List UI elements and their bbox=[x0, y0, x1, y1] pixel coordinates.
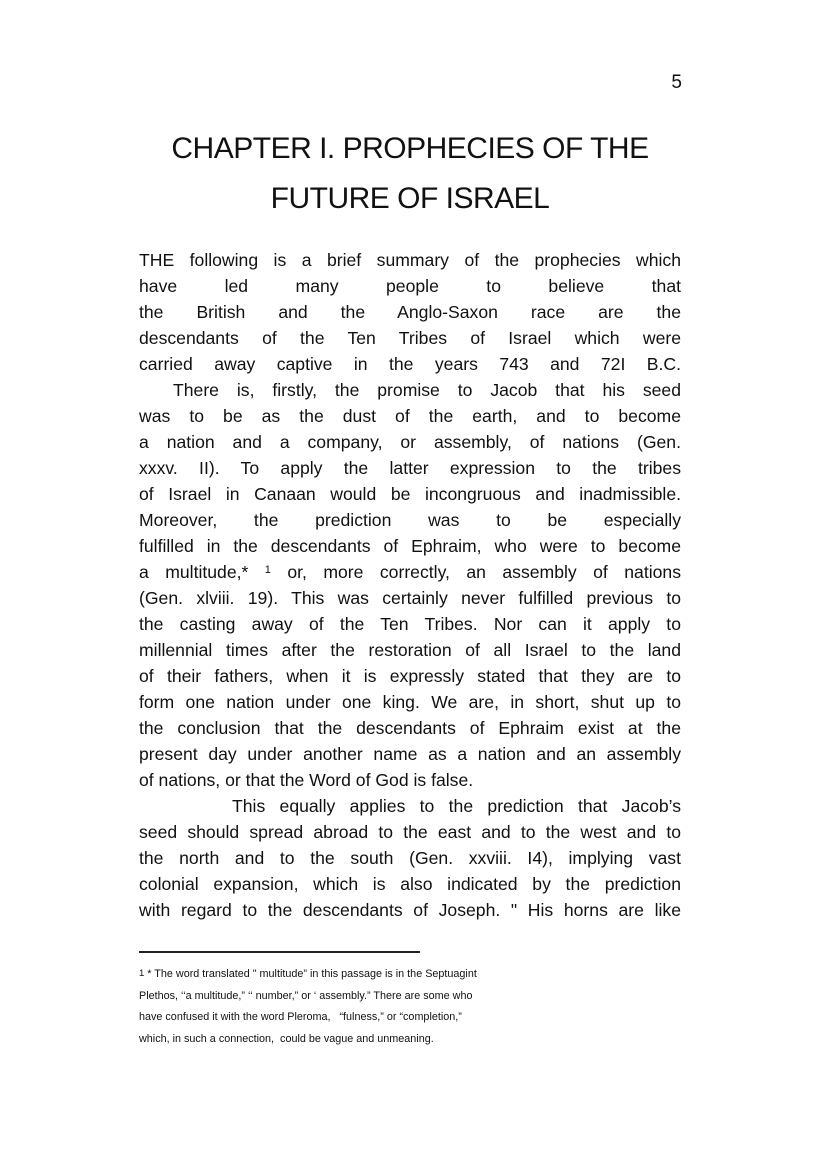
text-line: a nation and a company, or assembly, of nations (Gen. bbox=[139, 432, 681, 452]
text-line: There is, firstly, the promise to Jacob that his seed bbox=[173, 380, 681, 400]
text-line: have led many people to believe that bbox=[139, 276, 681, 296]
text-line: carried away captive in the years 743 and 72I B.C. bbox=[139, 354, 681, 374]
footnote-line: Plethos, ‘‘a multitude,” ‘‘ number,” or ‘ assembly.” There are some who bbox=[139, 989, 473, 1002]
text-line: colonial expansion, which is also indicated by the prediction bbox=[139, 874, 681, 894]
text-line: of Israel in Canaan would be incongruous and inadmissible. bbox=[139, 484, 681, 504]
chapter-title bbox=[100, 124, 720, 224]
text-line: millennial times after the restoration of all Israel to the land bbox=[139, 640, 681, 660]
text-line: of nations, or that the Word of God is false. bbox=[139, 770, 474, 790]
text-line: This equally applies to the prediction that Jacob’s bbox=[232, 796, 681, 816]
text-line: form one nation under one king. We are, in short, shut up to bbox=[139, 692, 681, 712]
text-line: present day under another name as a nation and an assembly bbox=[139, 744, 681, 764]
text-line: was to be as the dust of the earth, and to become bbox=[139, 406, 681, 426]
text-line: descendants of the Ten Tribes of Israel which were bbox=[139, 328, 681, 348]
footnote-reference[interactable]: 1 bbox=[264, 564, 271, 576]
text-fragment: a multitude,* bbox=[139, 562, 265, 582]
text-line: fulfilled in the descendants of Ephraim, who were to become bbox=[139, 536, 681, 556]
footnote-marker: 1 bbox=[139, 968, 145, 979]
footnote-separator bbox=[139, 951, 420, 953]
text-line: xxxv. II). To apply the latter expression to the tribes bbox=[139, 458, 681, 478]
text-line: seed should spread abroad to the east and to the west and to bbox=[139, 822, 681, 842]
page-number: 5 bbox=[671, 72, 682, 93]
text-line: the conclusion that the descendants of Ephraim exist at the bbox=[139, 718, 681, 738]
text-fragment: or, more correctly, an assembly of nations bbox=[270, 562, 681, 582]
footnote bbox=[139, 964, 699, 1050]
text-line: the casting away of the Ten Tribes. Nor can it apply to bbox=[139, 614, 681, 634]
chapter-title-line: FUTURE OF ISRAEL bbox=[270, 182, 550, 215]
footnote-line: which, in such a connection, could be vague and unmeaning. bbox=[139, 1032, 434, 1045]
text-line: (Gen. xlviii. 19). This was certainly never fulfilled previous to bbox=[139, 588, 681, 608]
body-text bbox=[139, 247, 681, 923]
text-line: Moreover, the prediction was to be especially bbox=[139, 510, 681, 530]
footnote-line bbox=[139, 964, 699, 986]
text-line: THE following is a brief summary of the prophecies which bbox=[139, 250, 681, 270]
chapter-title-line: CHAPTER I. PROPHECIES OF THE bbox=[171, 132, 649, 165]
text-line-with-footnote-ref bbox=[139, 559, 681, 585]
text-line: of their fathers, when it is expressly stated that they are to bbox=[139, 666, 681, 686]
text-line: the north and to the south (Gen. xxviii. I4), implying vast bbox=[139, 848, 681, 868]
text-line: with regard to the descendants of Joseph. " His horns are like bbox=[139, 900, 681, 920]
footnote-line: have confused it with the word Pleroma, “fulness,” or “completion,” bbox=[139, 1011, 462, 1023]
text-line: the British and the Anglo-Saxon race are the bbox=[139, 302, 681, 322]
footnote-text: * The word translated " multitude” in this passage is in the Septuagint bbox=[144, 968, 477, 980]
